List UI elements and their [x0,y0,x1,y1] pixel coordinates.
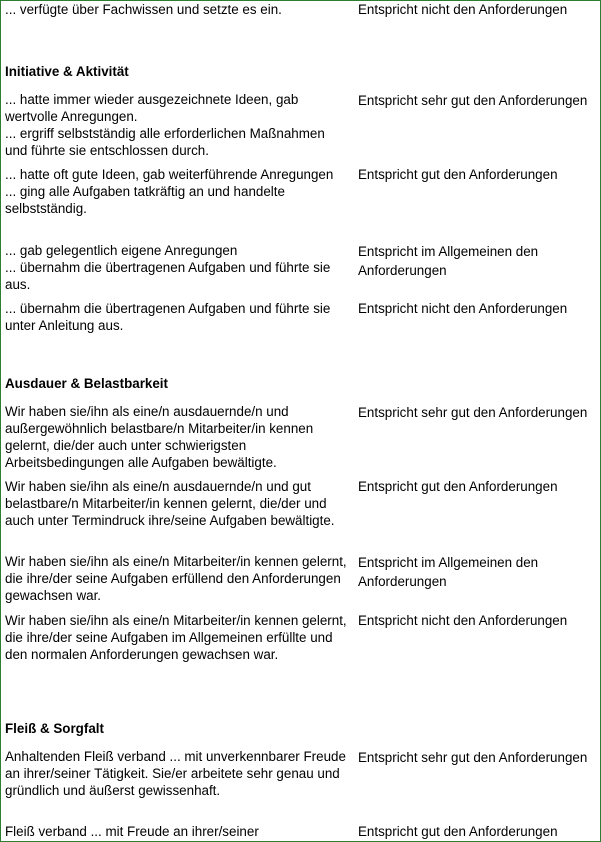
statement-text: Wir haben sie/ihn als eine/n Mitarbeiter/in kennen gelernt, die ihre/der seine Aufgaben im Allgemeinen erfüllte und den normalen Anforderungen gewachsen war. [5,613,347,662]
statement-line: ... übernahm die übertragenen Aufgaben und führte sie aus. [5,260,331,292]
statement-line: ... hatte oft gute Ideen, gab weiterführende Anregungen [5,167,334,182]
section-heading: Ausdauer & Belastbarkeit [5,376,168,391]
rating-text: Entspricht nicht den Anforderungen [358,301,568,316]
rating-text: Entspricht sehr gut den Anforderungen [358,405,588,420]
statement-line: ... ging alle Aufgaben tatkräftig an und handelte selbstständig. [5,184,285,216]
rating-text: Entspricht gut den Anforderungen [358,479,558,494]
statement-text: Wir haben sie/ihn als eine/n ausdauernde/n und gut belastbare/n Mitarbeiter/in kennen gelernt, die/der und auch unter Termindruck ihre/seine Aufgaben bewältigte. [5,479,335,528]
statement-text: Wir haben sie/ihn als eine/n Mitarbeiter/in kennen gelernt, die ihre/der seine Aufgaben erfüllend den Anforderungen gewachsen war. [5,554,347,603]
rating-text: Entspricht gut den Anforderungen [358,167,558,182]
rating-text: Entspricht nicht den Anforderungen [358,2,568,17]
rating-text: Entspricht nicht den Anforderungen [358,613,568,628]
statement-text [5,166,347,217]
statement-line: ... ergriff selbstständig alle erforderlichen Maßnahmen und führte sie entschlossen durch. [5,126,325,158]
statement-text: ... übernahm die übertragenen Aufgaben und führte sie unter Anleitung aus. [5,301,331,333]
statement-line: ... hatte immer wieder ausgezeichnete Ideen, gab wertvolle Anregungen. [5,92,299,124]
statement-text [5,242,347,293]
rating-text: Entspricht sehr gut den Anforderungen [358,93,588,108]
section-heading: Initiative & Aktivität [5,64,129,79]
statement-line: ... gab gelegentlich eigene Anregungen [5,243,238,258]
statement-text: Wir haben sie/ihn als eine/n ausdauernde/n und außergewöhnlich belastbare/n Mitarbeiter/in kennen gelernt, die/der auch unter schwierigsten Arbeitsbedingungen alle Aufgaben bewältigte. [5,404,314,470]
statement-text: Fleiß verband ... mit Freude an ihrer/seiner [5,824,259,839]
rating-text: Entspricht sehr gut den Anforderungen [358,750,588,765]
statement-text: Anhaltenden Fleiß verband ... mit unverkennbarer Freude an ihrer/seiner Tätigkeit. Sie/er arbeitete sehr genau und gründlich und äußerst gewissenhaft. [5,749,346,798]
rating-text: Entspricht im Allgemeinen den Anforderungen [358,244,539,278]
statement-text [5,91,347,159]
statement-text: ... verfügte über Fachwissen und setzte es ein. [5,2,282,17]
section-heading: Fleiß & Sorgfalt [5,721,104,736]
rating-text: Entspricht im Allgemeinen den Anforderungen [358,555,539,589]
rating-text: Entspricht gut den Anforderungen [358,824,558,839]
